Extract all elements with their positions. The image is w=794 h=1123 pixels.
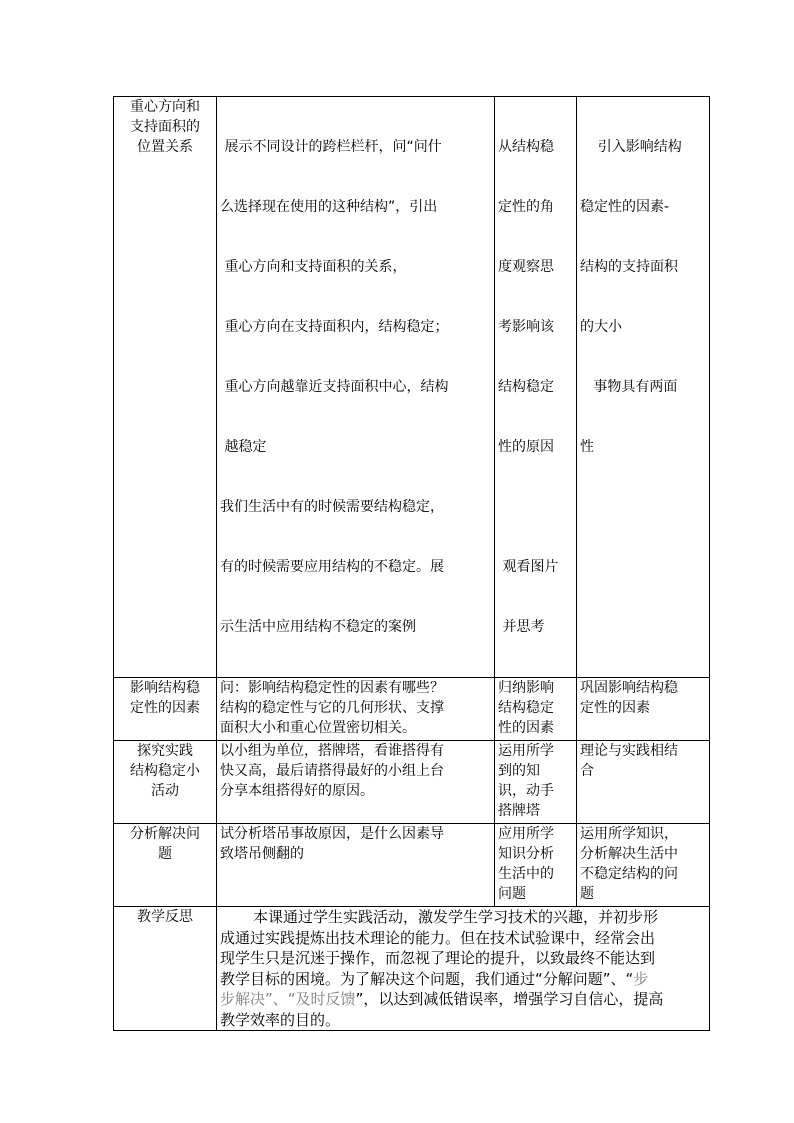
text-line: 重心方向在支持面积内，结构稳定； [220, 319, 449, 335]
design-intent-cell [577, 678, 710, 741]
text-line: 到的知 [498, 763, 540, 779]
text-line: 结构稳定 [498, 700, 554, 716]
text-line: 重心方向和支持面积的关系， [220, 259, 407, 275]
reflection-line: 教学效率的目的。 [220, 1010, 341, 1029]
text-line: 运用所学知识， [580, 826, 678, 842]
text-line: 结构的稳定性与它的几何形状、支撑 [220, 700, 444, 716]
table-row [114, 907, 710, 1031]
text-line: 展示不同设计的跨栏栏杆，问“问什 [220, 139, 442, 155]
text-line: 问：影响结构稳定性的因素有哪些？ [220, 680, 444, 696]
text-line: 以小组为单位，搭牌塔，看谁搭得有 [220, 743, 444, 759]
label-line: 结构稳定小 [130, 763, 200, 779]
reflection-line: 本课通过学生实践活动，激发学生学习技术的兴趣，并初步形 [253, 908, 659, 926]
text-line: 么选择现在使用的这种结构”，引出 [220, 199, 438, 215]
text-line: 理论与实践相结 [580, 743, 678, 759]
text-line: 越稳定 [220, 439, 267, 455]
text-line: 生活中的 [498, 866, 554, 882]
label-line: 分析解决问 [130, 826, 200, 842]
text-line: 定性的因素 [580, 700, 650, 716]
design-intent-cell [577, 97, 710, 678]
table-row [114, 97, 710, 678]
text-line: 示生活中应用结构不稳定的案例 [220, 619, 416, 635]
text-line: 重心方向越靠近支持面积中心，结构 [220, 379, 449, 395]
reflection-cell [217, 907, 710, 1031]
text-line: 知识分析 [498, 846, 554, 862]
reflection-highlight-text: 及时反馈 [295, 990, 356, 1008]
reflection-line: 成通过实践提炼出技术理论的能力。但在技术试验课中，经常会出 [220, 928, 656, 947]
lesson-plan-table [113, 96, 710, 1031]
label-line: 题 [158, 846, 172, 862]
text-line: 并思考 [498, 619, 545, 635]
reflection-highlight-text: 步解决”、“ [220, 990, 296, 1008]
reflection-highlight-text: 步 [633, 969, 649, 988]
text-line: 的大小 [580, 319, 622, 335]
text-line: 题 [580, 886, 594, 902]
student-activity-cell [495, 824, 577, 907]
row-label-cell [114, 907, 217, 1031]
row-label-cell [114, 741, 217, 824]
text-line: 引入影响结构 [580, 139, 682, 155]
reflection-line: 现学生只是沉迷于操作，而忽视了理论的提升，以致最终不能达到 [220, 949, 656, 967]
blank-line [498, 497, 573, 517]
text-line: 考影响该 [498, 319, 554, 335]
text-line: 巩固影响结构稳 [580, 680, 678, 696]
text-line: 归纳影响 [498, 680, 554, 696]
reflection-line [220, 989, 706, 1010]
text-line: 运用所学 [498, 743, 554, 759]
text-line: 快又高，最后请搭得最好的小组上台 [220, 763, 444, 779]
text-line: 分析解决生活中 [580, 846, 678, 862]
row-label-cell [114, 824, 217, 907]
text-line: 结构稳定 [498, 379, 554, 395]
reflection-line [220, 969, 706, 990]
text-line: 致塔吊侧翻的 [220, 846, 304, 862]
text-line: 结构的支持面积 [580, 259, 678, 275]
text-line: 识，动手 [498, 783, 554, 799]
label-line: 定性的因素 [130, 700, 200, 716]
text-line: 事物具有两面 [580, 379, 678, 395]
text-line: 稳定性的因素- [580, 199, 670, 215]
reflection-text: 教学目标的困境。为了解决这个问题，我们通过“分解问题”、“ [220, 969, 634, 988]
label-line: 位置关系 [137, 139, 193, 155]
text-line: 性的因素 [498, 720, 554, 736]
label-line: 影响结构稳 [130, 680, 200, 696]
reflection-label: 教学反思 [137, 909, 193, 925]
table-row [114, 824, 710, 907]
label-line: 探究实践 [137, 743, 193, 759]
text-line: 不稳定结构的问 [580, 866, 678, 882]
text-line: 分享本组搭得好的原因。 [220, 783, 374, 799]
row-label-cell [114, 97, 217, 678]
text-line: 问题 [498, 886, 526, 902]
teacher-activity-cell [217, 824, 495, 907]
text-line: 我们生活中有的时候需要结构稳定， [220, 499, 444, 515]
design-intent-cell [577, 824, 710, 907]
table-row [114, 678, 710, 741]
text-line: 应用所学 [498, 826, 554, 842]
student-activity-cell [495, 97, 577, 678]
teacher-activity-cell [217, 97, 495, 678]
text-line: 度观察思 [498, 259, 554, 275]
text-line: 有的时候需要应用结构的不稳定。展 [220, 559, 444, 575]
student-activity-cell [495, 678, 577, 741]
reflection-text: ”，以达到减低错误率，增强学习自信心，提高 [355, 990, 664, 1008]
text-line: 性的原因 [498, 439, 554, 455]
text-line: 观看图片 [498, 559, 559, 575]
row-label-cell [114, 678, 217, 741]
table-row [114, 741, 710, 824]
student-activity-cell [495, 741, 577, 824]
design-intent-cell [577, 741, 710, 824]
label-line: 重心方向和 [130, 99, 200, 115]
label-line: 活动 [151, 783, 179, 799]
text-line: 性 [580, 439, 594, 455]
label-line: 支持面积的 [130, 119, 200, 135]
text-line: 从结构稳 [498, 139, 554, 155]
teacher-activity-cell [217, 741, 495, 824]
text-line: 合 [580, 763, 594, 779]
text-line: 面积大小和重心位置密切相关。 [220, 720, 416, 736]
text-line: 定性的角 [498, 199, 554, 215]
text-line: 试分析塔吊事故原因，是什么因素导 [220, 826, 444, 842]
text-line: 搭牌塔 [498, 803, 540, 819]
teacher-activity-cell [217, 678, 495, 741]
